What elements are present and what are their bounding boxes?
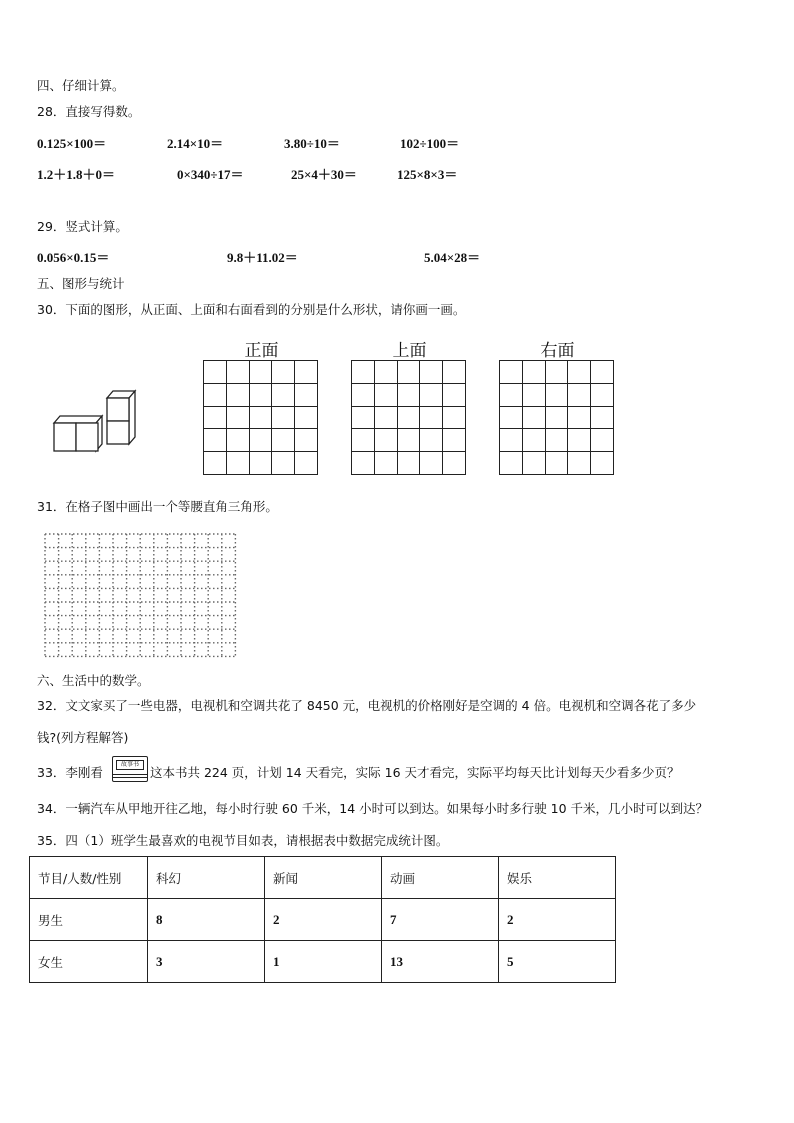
table-cell: 5	[499, 941, 616, 983]
table-row-label: 男生	[30, 899, 148, 941]
grid-cell[interactable]	[249, 429, 272, 452]
grid-cell[interactable]	[272, 383, 295, 406]
grid-cell[interactable]	[204, 383, 227, 406]
grid-cell[interactable]	[352, 361, 375, 384]
question-32-line-1: 32．文文家买了一些电器，电视机和空调共花了 8450 元，电视机的价格刚好是空调的 4 倍。电视机和空调各花了多少	[37, 698, 697, 713]
table-cell: 8	[148, 899, 265, 941]
grid-cell[interactable]	[443, 429, 466, 452]
grid-cell[interactable]	[272, 406, 295, 429]
section-heading-4: 四、仔细计算。	[37, 78, 125, 93]
table-row	[30, 899, 616, 941]
grid-cell[interactable]	[204, 429, 227, 452]
grid-cell[interactable]	[352, 383, 375, 406]
grid-cell[interactable]	[226, 383, 249, 406]
grid-cell[interactable]	[591, 452, 614, 475]
grid-cell[interactable]	[204, 452, 227, 475]
table-cell: 2	[499, 899, 616, 941]
grid-cell[interactable]	[591, 361, 614, 384]
grid-title-right: 右面	[540, 341, 575, 361]
grid-cell[interactable]	[568, 383, 591, 406]
grid-title-top: 上面	[392, 341, 427, 361]
grid-cell[interactable]	[591, 383, 614, 406]
book-label: 故事书	[116, 760, 144, 770]
question-28-title: 28．直接写得数。	[37, 104, 141, 119]
grid-cell[interactable]	[420, 406, 443, 429]
grid-cell[interactable]	[295, 383, 318, 406]
grid-cell[interactable]	[591, 406, 614, 429]
grid-cell[interactable]	[352, 452, 375, 475]
question-31-title: 31．在格子图中画出一个等腰直角三角形。	[37, 499, 278, 514]
grid-cell[interactable]	[397, 383, 420, 406]
grid-cell[interactable]	[204, 406, 227, 429]
q29-item-1: 0.056×0.15＝	[37, 250, 110, 265]
q28-item-3: 3.80÷10＝	[284, 136, 340, 151]
grid-cell[interactable]	[522, 452, 545, 475]
grid-cell[interactable]	[295, 429, 318, 452]
section-heading-5: 五、图形与统计	[37, 276, 125, 291]
grid-cell[interactable]	[420, 452, 443, 475]
grid-cell[interactable]	[272, 361, 295, 384]
grid-cell[interactable]	[500, 452, 523, 475]
table-header-cell: 新闻	[265, 857, 382, 899]
grid-cell[interactable]	[500, 361, 523, 384]
table-header-cell: 科幻	[148, 857, 265, 899]
grid-cell[interactable]	[397, 361, 420, 384]
tv-program-table	[29, 856, 616, 983]
grid-top[interactable]	[351, 360, 466, 475]
grid-cell[interactable]	[545, 406, 568, 429]
grid-cell[interactable]	[226, 452, 249, 475]
grid-cell[interactable]	[374, 452, 397, 475]
grid-cell[interactable]	[226, 429, 249, 452]
question-32-line-2: 钱?(列方程解答)	[37, 730, 129, 745]
grid-cell[interactable]	[545, 429, 568, 452]
table-cell: 7	[382, 899, 499, 941]
grid-title-front: 正面	[244, 341, 279, 361]
q28-item-4: 102÷100＝	[400, 136, 460, 151]
grid-cell[interactable]	[522, 429, 545, 452]
q29-item-3: 5.04×28＝	[424, 250, 481, 265]
q28-item-2: 2.14×10＝	[167, 136, 224, 151]
grid-cell[interactable]	[443, 452, 466, 475]
table-row	[30, 941, 616, 983]
q28-item-5: 1.2＋1.8＋0＝	[37, 167, 116, 182]
grid-cell[interactable]	[420, 361, 443, 384]
grid-cell[interactable]	[443, 406, 466, 429]
table-cell: 3	[148, 941, 265, 983]
grid-cell[interactable]	[272, 452, 295, 475]
table-cell: 1	[265, 941, 382, 983]
grid-front[interactable]	[203, 360, 318, 475]
grid-cell[interactable]	[374, 361, 397, 384]
grid-cell[interactable]	[500, 429, 523, 452]
grid-cell[interactable]	[397, 452, 420, 475]
grid-cell[interactable]	[374, 406, 397, 429]
grid-cell[interactable]	[249, 361, 272, 384]
grid-cell[interactable]	[568, 429, 591, 452]
q28-item-8: 125×8×3＝	[397, 167, 458, 182]
q28-item-6: 0×340÷17＝	[177, 167, 244, 182]
grid-cell[interactable]	[249, 383, 272, 406]
q28-item-7: 25×4＋30＝	[291, 167, 357, 182]
question-33-prefix: 33．李刚看	[37, 765, 103, 780]
table-row-label: 女生	[30, 941, 148, 983]
grid-cell[interactable]	[545, 452, 568, 475]
grid-cell[interactable]	[420, 429, 443, 452]
grid-cell[interactable]	[352, 429, 375, 452]
grid-right[interactable]	[499, 360, 614, 475]
grid-cell[interactable]	[443, 383, 466, 406]
table-header-cell: 节目/人数/性别	[30, 857, 148, 899]
grid-cell[interactable]	[272, 429, 295, 452]
question-34-title: 34．一辆汽车从甲地开往乙地，每小时行驶 60 千米，14 小时可以到达。如果每小时多行驶 10 千米，几小时可以到达？	[37, 801, 708, 816]
table-header-row	[30, 857, 616, 899]
grid-cell[interactable]	[397, 406, 420, 429]
grid-cell[interactable]	[374, 383, 397, 406]
grid-cell[interactable]	[420, 383, 443, 406]
q28-item-1: 0.125×100＝	[37, 136, 107, 151]
grid-cell[interactable]	[568, 452, 591, 475]
table-header-cell: 动画	[382, 857, 499, 899]
grid-cell[interactable]	[591, 429, 614, 452]
question-30-title: 30．下面的图形，从正面、上面和右面看到的分别是什么形状，请你画一画。	[37, 302, 466, 317]
grid-cell[interactable]	[249, 452, 272, 475]
grid-cell[interactable]	[295, 361, 318, 384]
grid-cell[interactable]	[374, 429, 397, 452]
grid-cell[interactable]	[545, 383, 568, 406]
section-heading-6: 六、生活中的数学。	[37, 673, 150, 688]
grid-cell[interactable]	[226, 406, 249, 429]
table-cell: 13	[382, 941, 499, 983]
grid-cell[interactable]	[568, 406, 591, 429]
question-29-title: 29．竖式计算。	[37, 219, 128, 234]
grid-cell[interactable]	[522, 361, 545, 384]
grid-cell[interactable]	[500, 383, 523, 406]
dotted-grid[interactable]	[42, 531, 238, 663]
grid-cell[interactable]	[568, 361, 591, 384]
grid-cell[interactable]	[545, 361, 568, 384]
table-cell: 2	[265, 899, 382, 941]
grid-cell[interactable]	[295, 406, 318, 429]
question-35-title: 35．四（1）班学生最喜欢的电视节目如表，请根据表中数据完成统计图。	[37, 833, 449, 848]
grid-cell[interactable]	[204, 361, 227, 384]
table-header-cell: 娱乐	[499, 857, 616, 899]
grid-cell[interactable]	[522, 383, 545, 406]
grid-cell[interactable]	[226, 361, 249, 384]
q29-item-2: 9.8＋11.02＝	[227, 250, 298, 265]
question-33-text: 这本书共 224 页，计划 14 天看完，实际 16 天才看完，实际平均每天比计划每天少看多少页？	[150, 765, 680, 780]
grid-cell[interactable]	[443, 361, 466, 384]
grid-cell[interactable]	[397, 429, 420, 452]
grid-cell[interactable]	[295, 452, 318, 475]
cube-figure	[50, 385, 142, 455]
grid-cell[interactable]	[352, 406, 375, 429]
book-icon	[112, 756, 148, 782]
grid-cell[interactable]	[500, 406, 523, 429]
grid-cell[interactable]	[249, 406, 272, 429]
grid-cell[interactable]	[522, 406, 545, 429]
